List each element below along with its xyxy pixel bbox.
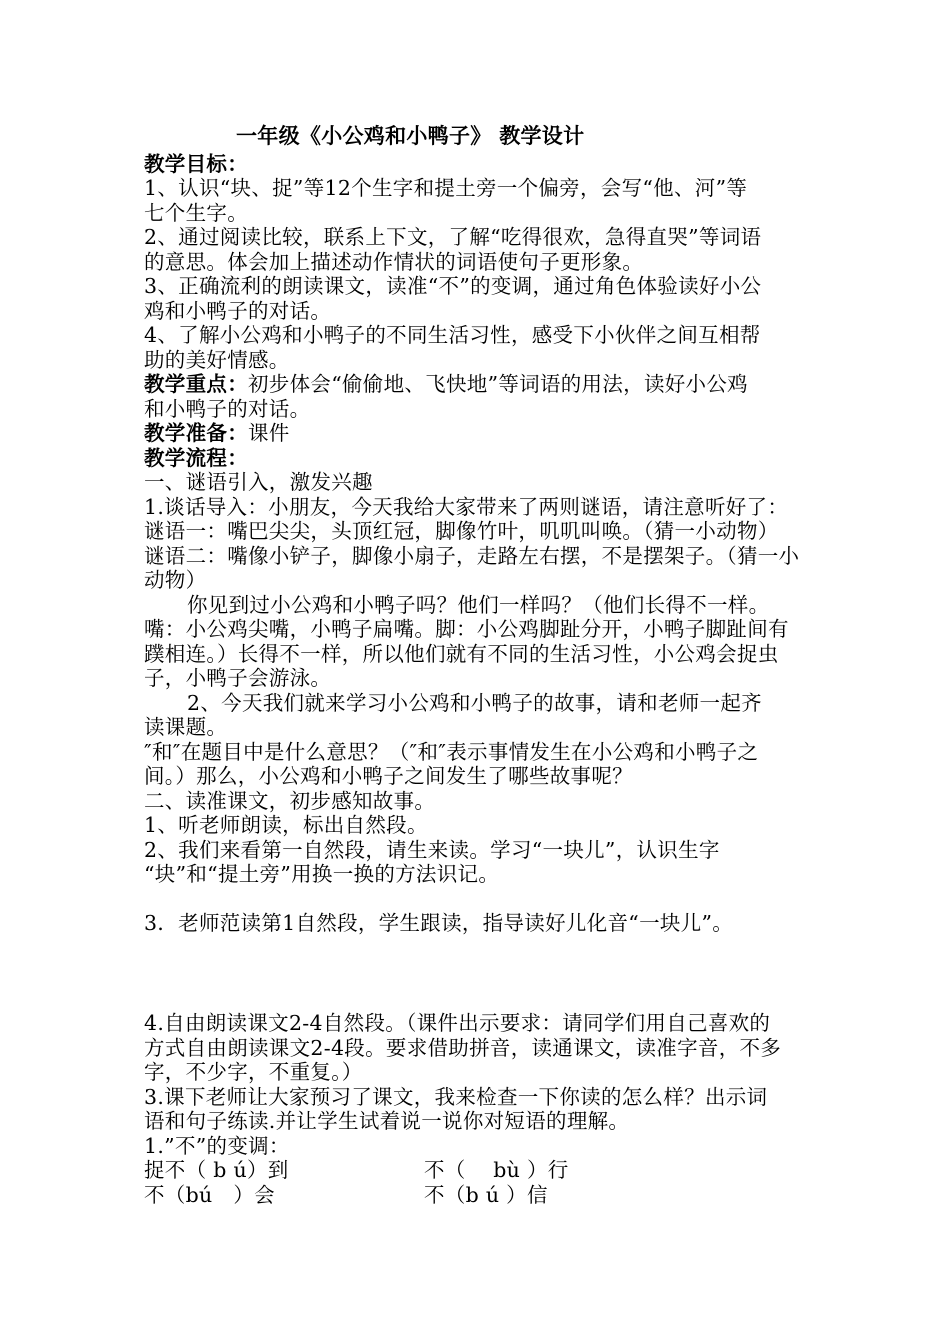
document-page [144, 118, 814, 1207]
process-line: 4.自由朗读课文2-4自然段。（课件出示要求：请同学们用自己喜欢的 [144, 1011, 771, 1035]
objective-line: 七个生字。 [144, 200, 248, 225]
preparation-heading: 教学准备： [144, 421, 248, 445]
process-line: 1、听老师朗读，标出自然段。 [144, 813, 428, 837]
objective-line: 1、认识“块、捉”等12个生字和提土旁一个偏旁，会写“他、河”等 [144, 176, 748, 200]
key-points-line: 和小鸭子的对话。 [144, 396, 311, 421]
tone-row [144, 1183, 814, 1208]
process-line: 字，不少字，不重复。） [144, 1060, 363, 1084]
process-line: 间。）那么，小公鸡和小鸭子之间发生了哪些故事呢？ [144, 764, 633, 788]
process-line: 1.”不”的变调： [144, 1133, 290, 1158]
process-heading: 教学流程： [144, 445, 248, 470]
objectives-heading: 教学目标： [144, 151, 248, 176]
process-line: 语和句子练读.并让学生试着说一说你对短语的理解。 [144, 1109, 630, 1133]
process-line: 动物） [144, 568, 207, 592]
blank-line [144, 887, 814, 911]
process-line: 一、谜语引入，激发兴趣 [144, 470, 373, 494]
objective-line: 鸡和小鸭子的对话。 [144, 298, 332, 323]
process-line: 嘴：小公鸡尖嘴，小鸭子扁嘴。脚：小公鸡脚趾分开，小鸭子脚趾间有 [144, 617, 789, 641]
objective-line: 4、了解小公鸡和小鸭子的不同生活习性，感受下小伙伴之间互相帮 [144, 323, 761, 347]
process-paragraph-first-line: 你见到过小公鸡和小鸭子吗？他们一样吗？（他们长得不一样。 [187, 592, 770, 617]
process-line: 蹼相连。）长得不一样，所以他们就有不同的生活习性，小公鸡会捉虫 [144, 641, 779, 666]
preparation-line [144, 421, 814, 446]
process-line: 2、我们来看第一自然段，请生来读。学习“一块儿”，认识生字 [144, 837, 720, 862]
process-line: 读课题。 [144, 715, 228, 739]
process-line: 1.谈话导入：小朋友，今天我给大家带来了两则谜语，请注意听好了： [144, 494, 789, 519]
key-points-heading: 教学重点： [144, 372, 248, 396]
preparation-text: 课件 [248, 421, 290, 445]
process-line: 二、读准课文，初步感知故事。 [144, 788, 436, 813]
blank-space [144, 935, 814, 1011]
process-line: 子，小鸭子会游泳。 [144, 666, 332, 690]
objective-line: 助的美好情感。 [144, 347, 290, 372]
tone-cell: 不（b ú ）信 [424, 1182, 548, 1207]
process-line: 谜语一：嘴巴尖尖，头顶红冠，脚像竹叶，叽叽叫唤。（猜一小动物） [144, 519, 779, 543]
objective-line: 的意思。体会加上描述动作情状的词语使句子更形象。 [144, 249, 644, 274]
page-title: 一年级《小公鸡和小鸭子》 教学设计 [236, 123, 585, 148]
process-line: 方式自由朗读课文2-4段。要求借助拼音，读通课文，读准字音，不多 [144, 1035, 782, 1060]
process-line: “块”和“提土旁”用换一换的方法识记。 [144, 862, 500, 886]
process-line: 3.课下老师让大家预习了课文，我来检查一下你读的怎么样？出示词 [144, 1084, 768, 1109]
key-points-line [144, 372, 814, 397]
process-line: 谜语二：嘴像小铲子，脚像小扇子，走路左右摆，不是摆架子。（猜一小 [144, 543, 800, 568]
objective-line: 2、通过阅读比较，联系上下文，了解“吃得很欢，急得直哭”等词语 [144, 225, 762, 249]
tone-cell: 不（ bù ）行 [424, 1158, 569, 1182]
tone-row [144, 1158, 814, 1183]
tone-cell: 不（bú ）会 [144, 1182, 275, 1207]
process-paragraph-first-line: 2、今天我们就来学习小公鸡和小鸭子的故事，请和老师一起齐 [187, 690, 762, 715]
objective-line: 3、正确流利的朗读课文，读准“不”的变调，通过角色体验读好小公 [144, 274, 762, 298]
key-points-text: 初步体会“偷偷地、飞快地”等词语的用法，读好小公鸡 [248, 372, 748, 396]
tone-cell: 捉不（ b ú）到 [144, 1158, 289, 1182]
process-line: ″和″在题目中是什么意思？（″和″表示事情发生在小公鸡和小鸭子之 [144, 739, 759, 764]
process-line: 3．老师范读第1自然段，学生跟读，指导读好儿化音“一块儿”。 [144, 910, 734, 935]
